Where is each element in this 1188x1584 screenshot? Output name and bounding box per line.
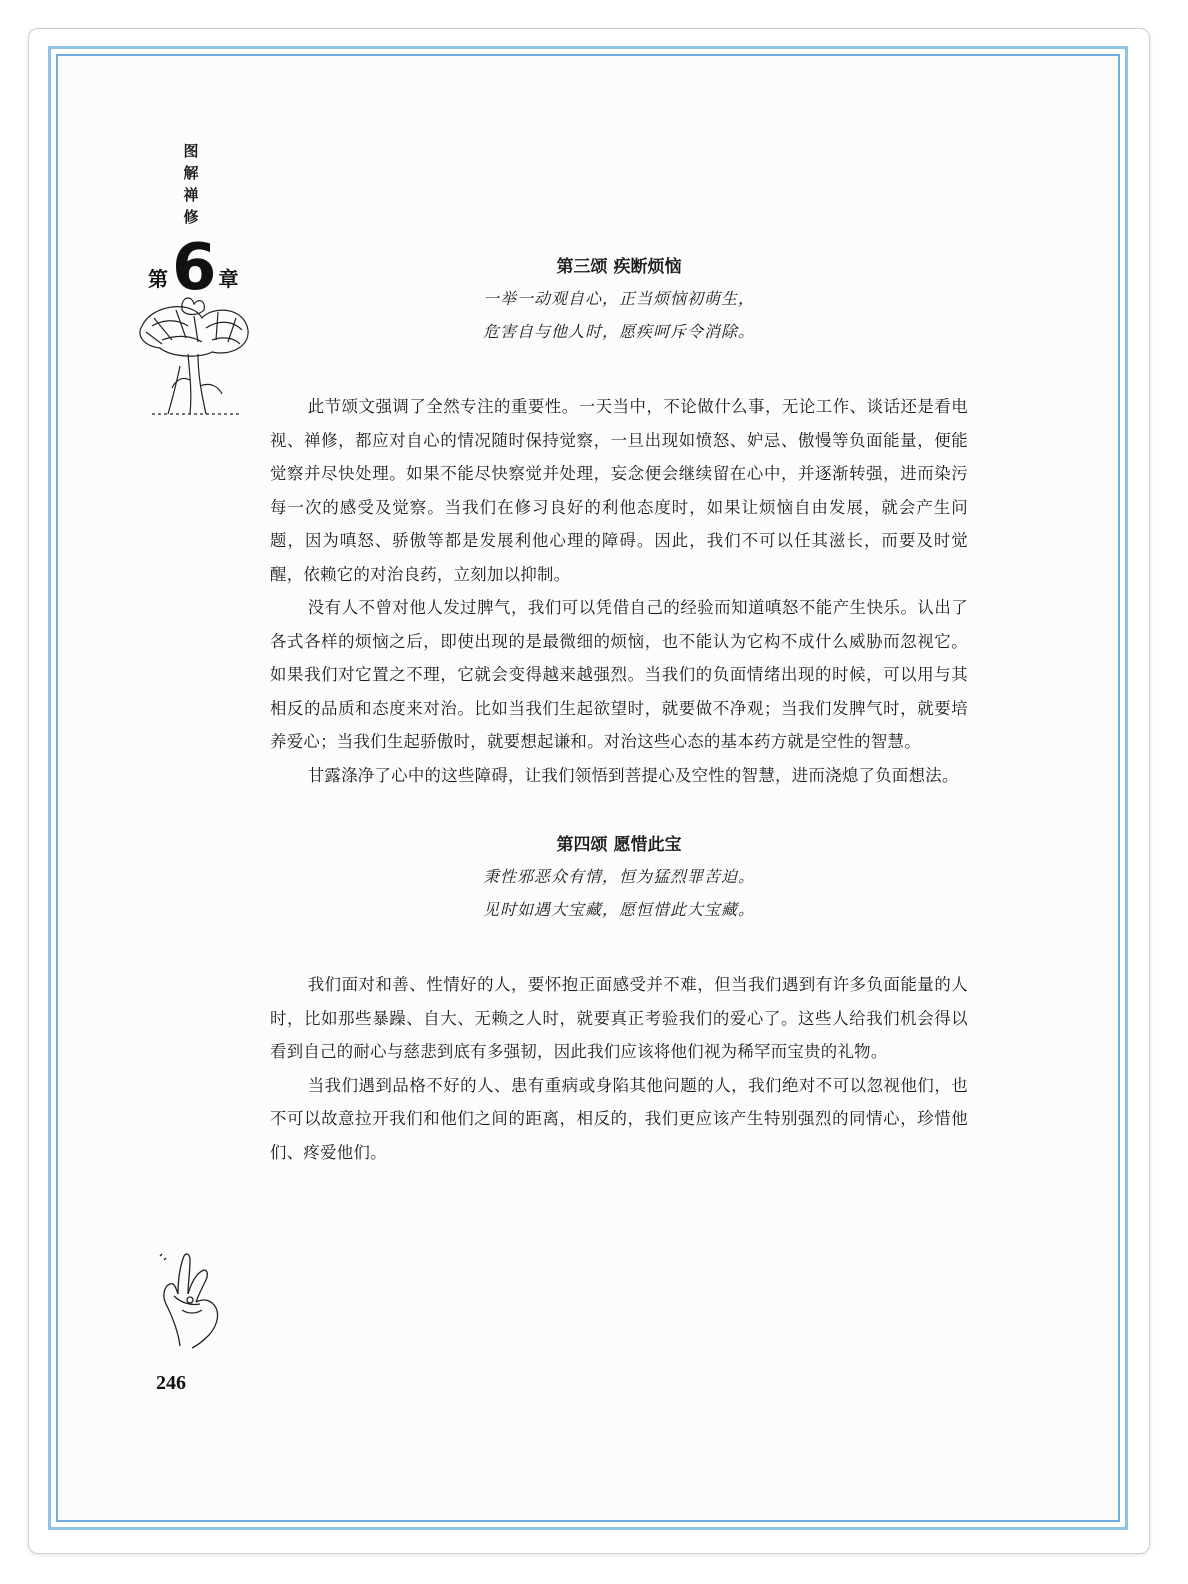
body-paragraph: 当我们遇到品格不好的人、患有重病或身陷其他问题的人，我们绝对不可以忽视他们，也不可以故意拉开我们和他们之间的距离，相反的，我们更应该产生特别强烈的同情心，珍惜他们、疼爱他们。 bbox=[270, 1075, 968, 1162]
series-char: 图 bbox=[183, 142, 199, 160]
series-title-vertical bbox=[180, 140, 202, 228]
body-paragraph: 没有人不曾对他人发过脾气，我们可以凭借自己的经验而知道嗔怒不能产生快乐。认出了各式各样的烦恼之后，即使出现的是最微细的烦恼，也不能认为它构不成什么威胁而忽视它。如果我们对它置之不理，它就会变得越来越强烈。当我们的负面情绪出现的时候，可以用与其相反的品质和态度来对治。比如当我们生起欲望时，就要做不净观；当我们发脾气时，就要培养爱心；当我们生起骄傲时，就要想起谦和。对治这些心态的基本药方就是空性的智慧。 bbox=[270, 598, 968, 751]
page-number: 246 bbox=[156, 1372, 186, 1394]
chapter-prefix: 第 bbox=[148, 267, 168, 291]
chapter-marker bbox=[148, 231, 239, 305]
verse-line: 一举一动观自心，正当烦恼初萌生， bbox=[482, 289, 755, 308]
chapter-number: 6 bbox=[172, 231, 215, 305]
lotus-flower-illustration bbox=[132, 296, 256, 416]
page-content bbox=[270, 252, 968, 1169]
series-char: 解 bbox=[183, 164, 199, 182]
section-title: 第四颂 愿惜此宝 bbox=[556, 835, 682, 855]
verse-line: 危害自与他人时，愿疾呵斥令消除。 bbox=[482, 322, 755, 341]
verse-line: 见时如遇大宝藏，愿恒惜此大宝藏。 bbox=[482, 900, 755, 919]
mudra-hand-illustration bbox=[150, 1250, 230, 1350]
chapter-suffix: 章 bbox=[218, 267, 239, 291]
body-paragraph: 甘露涤净了心中的这些障碍，让我们领悟到菩提心及空性的智慧，进而浇熄了负面想法。 bbox=[307, 765, 959, 785]
series-char: 修 bbox=[183, 208, 199, 226]
section-title: 第三颂 疾断烦恼 bbox=[556, 257, 682, 277]
series-char: 禅 bbox=[183, 186, 199, 204]
body-paragraph: 此节颂文强调了全然专注的重要性。一天当中，不论做什么事，无论工作、谈话还是看电视、禅修，都应对自心的情况随时保持觉察，一旦出现如愤怒、妒忌、傲慢等负面能量，便能觉察并尽快处理。如果不能尽快察觉并处理，妄念便会继续留在心中，并逐渐转强，进而染污每一次的感受及觉察。当我们在修习良好的利他态度时，如果让烦恼自由发展，就会产生问题，因为嗔怒、骄傲等都是发展利他心理的障碍。因此，我们不可以任其滋长，而要及时觉醒，依赖它的对治良药，立刻加以抑制。 bbox=[270, 397, 968, 584]
verse-line: 秉性邪恶众有情，恒为猛烈罪苦迫。 bbox=[482, 867, 755, 886]
body-paragraph: 我们面对和善、性情好的人，要怀抱正面感受并不难，但当我们遇到有许多负面能量的人时，比如那些暴躁、自大、无赖之人时，就要真正考验我们的爱心了。这些人给我们机会得以看到自己的耐心与慈悲到底有多强韧，因此我们应该将他们视为稀罕而宝贵的礼物。 bbox=[270, 975, 968, 1061]
